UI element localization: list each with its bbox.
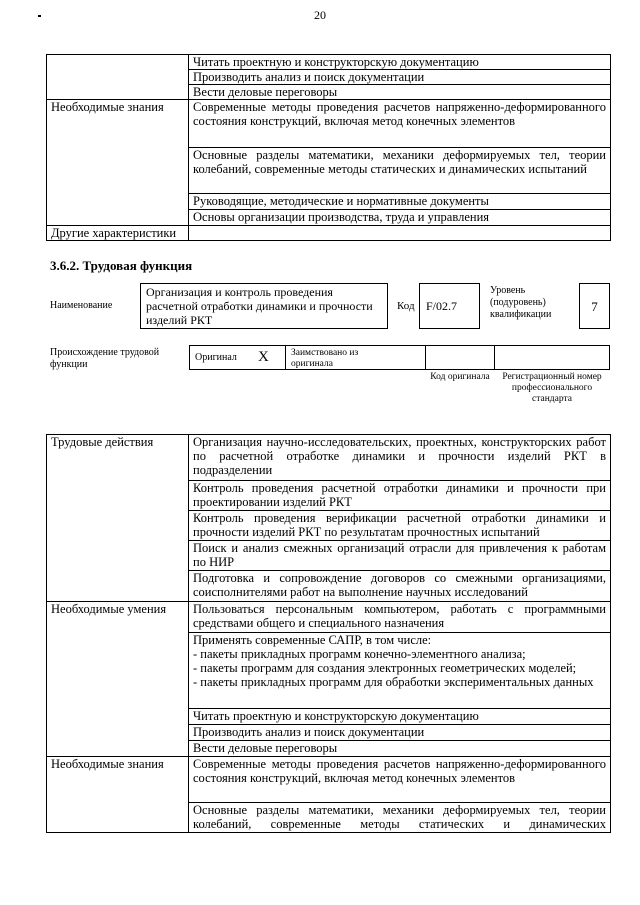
top-row-1-item: Современные методы проведения расчетов напряженно-деформированного состояния конструкций, включая метод конечных элементов	[189, 100, 611, 148]
main-row-1-item: Вести деловые переговоры	[189, 741, 611, 757]
original-label: Оригинал	[195, 352, 237, 363]
original-mark: X	[258, 349, 269, 365]
main-row-2-item: Современные методы проведения расчетов напряженно-деформированного состояния конструкций, включая метод конечных элементов	[189, 757, 611, 803]
code-original-box	[425, 345, 495, 370]
top-row-0-item: Читать проектную и конструкторскую документацию	[189, 55, 611, 70]
main-row-1-item: Применять современные САПР, в том числе: - пакеты прикладных программ конечно-элементного анализа; - пакеты программ для создания электронных геометрических моделей; - пакеты прикладных программ для обработки экспериментальных данных	[189, 633, 611, 709]
top-row-1-label: Необходимые знания	[47, 100, 189, 226]
level-value: 7	[579, 283, 610, 329]
top-row-2-item	[189, 226, 611, 241]
function-name: Организация и контроль проведения расчетной отработки динамики и прочности изделий РКТ	[140, 283, 388, 329]
borrowed-box	[285, 345, 426, 370]
top-table	[46, 54, 611, 241]
section-heading: 3.6.2. Трудовая функция	[50, 258, 193, 273]
top-row-2-label: Другие характеристики	[47, 226, 189, 241]
borrowed-label: Заимствовано из оригинала	[291, 348, 359, 369]
main-row-0-item: Контроль проведения расчетной отработки динамики и прочности при проектировании изделий РКТ	[189, 481, 611, 511]
top-row-1-item: Руководящие, методические и нормативные документы	[189, 194, 611, 210]
main-row-0-item: Поиск и анализ смежных организаций отрасли для привлечения к работам по НИР	[189, 541, 611, 571]
name-label: Наименование	[50, 300, 113, 311]
main-row-0-item: Контроль проведения верификации расчетной отработки динамики и прочности изделий РКТ по результатам прочностных испытаний	[189, 511, 611, 541]
top-row-0-item: Вести деловые переговоры	[189, 85, 611, 100]
top-row-0-item: Производить анализ и поиск документации	[189, 70, 611, 85]
main-row-1-item: Производить анализ и поиск документации	[189, 725, 611, 741]
original-box	[189, 345, 286, 370]
reg-number-box	[494, 345, 610, 370]
reg-number-label: Регистрационный номер профессионального стандарта	[502, 372, 602, 404]
top-row-1-item: Основные разделы математики, механики деформируемых тел, теории колебаний, современные методы статических и динамических испытаний	[189, 148, 611, 194]
main-row-0-label: Трудовые действия	[47, 435, 189, 602]
level-label: Уровень (подуровень) квалификации	[490, 285, 552, 320]
main-row-1-item: Пользоваться персональным компьютером, работать с программными средствами общего и специального назначения	[189, 602, 611, 633]
top-row-1-item: Основы организации производства, труда и управления	[189, 210, 611, 226]
scan-mark	[38, 15, 41, 17]
main-row-2-label: Необходимые знания	[47, 757, 189, 833]
code-label: Код	[397, 300, 415, 312]
page-number: 20	[314, 8, 326, 22]
main-row-0-item: Подготовка и сопровождение договоров со смежными организациями, соисполнителями работ на выполнение научных исследований	[189, 571, 611, 602]
main-row-0-item: Организация научно-исследовательских, проектных, конструкторских работ по расчетной отработке динамики и прочности изделий РКТ в подразделении	[189, 435, 611, 481]
main-row-1-label: Необходимые умения	[47, 602, 189, 757]
main-table	[46, 434, 611, 833]
origin-label: Происхождение трудовой функции	[50, 347, 160, 370]
code-original-label: Код оригинала	[430, 372, 490, 382]
main-row-1-item: Читать проектную и конструкторскую документацию	[189, 709, 611, 725]
code-value: F/02.7	[419, 283, 480, 329]
main-row-2-item: Основные разделы математики, механики деформируемых тел, теории колебаний, современные методы статических и динамических	[189, 803, 611, 833]
top-row-0-label	[47, 55, 189, 100]
